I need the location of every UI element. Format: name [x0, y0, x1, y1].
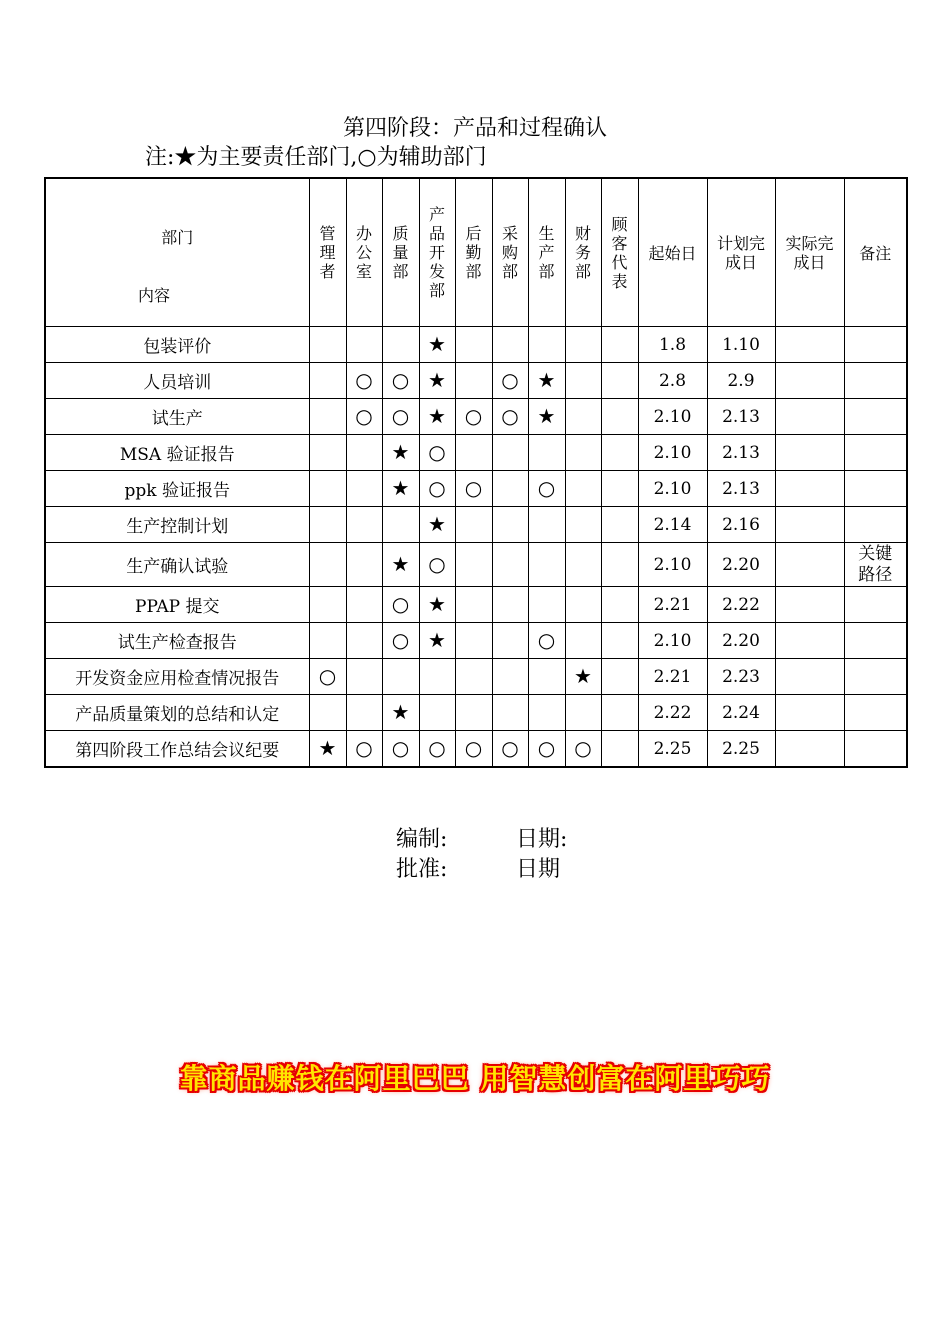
header-actual-end: 实际完成日: [775, 178, 844, 327]
header-dept-column: 顾客代表: [601, 178, 638, 327]
dept-mark-cell: [565, 363, 601, 399]
assist-circle-icon: ○: [355, 367, 373, 392]
dept-mark-cell: [601, 471, 638, 507]
dept-mark-cell: [601, 363, 638, 399]
primary-star-icon: ★: [318, 735, 337, 760]
dept-mark-cell: [309, 623, 346, 659]
dept-mark-cell: [419, 507, 455, 543]
signoff-line-1: [396, 826, 567, 854]
assist-circle-icon: ○: [428, 475, 446, 500]
row-remark: [844, 327, 907, 363]
dept-mark-cell: [528, 363, 565, 399]
dept-mark-cell: [565, 543, 601, 587]
dept-mark-cell: [309, 543, 346, 587]
dept-mark-cell: [601, 731, 638, 768]
dept-mark-cell: [309, 435, 346, 471]
header-start-date: 起始日: [638, 178, 707, 327]
dept-mark-cell: [565, 435, 601, 471]
dept-mark-cell: [455, 435, 492, 471]
header-dept-column: 产品开发部: [419, 178, 455, 327]
dept-mark-cell: [455, 659, 492, 695]
row-planned-end: 2.13: [707, 435, 775, 471]
dept-mark-cell: [601, 399, 638, 435]
table-row: [45, 363, 907, 399]
dept-mark-cell: [455, 731, 492, 768]
dept-mark-cell: [346, 543, 382, 587]
dept-mark-cell: [382, 399, 419, 435]
table-row: [45, 471, 907, 507]
signoff-line-2: [396, 856, 560, 884]
primary-star-icon: ★: [391, 551, 410, 576]
dept-mark-cell: [346, 731, 382, 768]
primary-star-icon: ★: [428, 331, 446, 356]
row-planned-end: 2.20: [707, 623, 775, 659]
dept-mark-cell: [382, 363, 419, 399]
row-start-date: 2.10: [638, 543, 707, 587]
dept-mark-cell: [565, 731, 601, 768]
row-remark: [844, 623, 907, 659]
assist-circle-icon: ○: [318, 663, 337, 688]
header-dept-column: 办公室: [346, 178, 382, 327]
primary-star-icon: ★: [574, 663, 592, 688]
dept-mark-cell: [565, 623, 601, 659]
row-start-date: 2.8: [638, 363, 707, 399]
row-start-date: 2.10: [638, 471, 707, 507]
dept-mark-cell: [455, 623, 492, 659]
table-row: [45, 543, 907, 587]
table-row: [45, 587, 907, 623]
header-dept-column: 采购部: [492, 178, 528, 327]
row-content: 开发资金应用检查情况报告: [45, 659, 309, 695]
dept-mark-cell: [528, 399, 565, 435]
row-remark: [844, 399, 907, 435]
assist-circle-icon: ○: [574, 735, 592, 760]
dept-mark-cell: [382, 507, 419, 543]
row-actual-end: [775, 327, 844, 363]
table-row: [45, 623, 907, 659]
dept-mark-cell: [492, 659, 528, 695]
row-content: 试生产: [45, 399, 309, 435]
dept-mark-cell: [309, 399, 346, 435]
table-row: [45, 695, 907, 731]
primary-star-icon: ★: [391, 475, 410, 500]
table-row: [45, 507, 907, 543]
dept-mark-cell: [528, 435, 565, 471]
row-planned-end: 1.10: [707, 327, 775, 363]
row-start-date: 2.10: [638, 435, 707, 471]
dept-mark-cell: [309, 695, 346, 731]
header-planned-end: 计划完成日: [707, 178, 775, 327]
assist-circle-icon: ○: [464, 403, 483, 428]
dept-mark-cell: [382, 659, 419, 695]
dept-mark-cell: [528, 471, 565, 507]
dept-mark-cell: [419, 327, 455, 363]
dept-mark-cell: [346, 659, 382, 695]
row-content: ppk 验证报告: [45, 471, 309, 507]
dept-mark-cell: [455, 399, 492, 435]
row-start-date: 2.21: [638, 659, 707, 695]
primary-star-icon: ★: [537, 367, 556, 392]
primary-star-icon: ★: [428, 591, 446, 616]
header-dept-column: 财务部: [565, 178, 601, 327]
assist-circle-icon: ○: [464, 475, 483, 500]
dept-mark-cell: [382, 587, 419, 623]
table-row: [45, 327, 907, 363]
dept-mark-cell: [565, 695, 601, 731]
row-actual-end: [775, 587, 844, 623]
dept-mark-cell: [346, 363, 382, 399]
row-actual-end: [775, 363, 844, 399]
row-actual-end: [775, 471, 844, 507]
dept-mark-cell: [455, 543, 492, 587]
assist-circle-icon: ○: [464, 735, 483, 760]
header-dept-column: 质量部: [382, 178, 419, 327]
row-remark: [844, 695, 907, 731]
table-row: [45, 659, 907, 695]
dept-mark-cell: [492, 363, 528, 399]
dept-mark-cell: [346, 471, 382, 507]
header-remarks: 备注: [844, 178, 907, 327]
row-remark: [844, 507, 907, 543]
header-dept-label: 部门: [161, 228, 194, 247]
row-start-date: 2.10: [638, 399, 707, 435]
assist-circle-icon: ○: [391, 591, 410, 616]
dept-mark-cell: [346, 695, 382, 731]
table-row: [45, 731, 907, 768]
table-header-row: [45, 178, 907, 327]
header-dept-column: 管理者: [309, 178, 346, 327]
dept-mark-cell: [346, 435, 382, 471]
dept-mark-cell: [565, 471, 601, 507]
dept-mark-cell: [309, 363, 346, 399]
primary-star-icon: ★: [537, 403, 556, 428]
legend-note: 注:★为主要责任部门,○为辅助部门: [145, 145, 487, 170]
table-row: [45, 435, 907, 471]
dept-mark-cell: [455, 507, 492, 543]
dept-mark-cell: [419, 623, 455, 659]
dept-mark-cell: [492, 695, 528, 731]
assist-circle-icon: ○: [537, 735, 556, 760]
row-content: MSA 验证报告: [45, 435, 309, 471]
row-planned-end: 2.13: [707, 471, 775, 507]
row-planned-end: 2.25: [707, 731, 775, 768]
dept-mark-cell: [309, 507, 346, 543]
dept-mark-cell: [492, 435, 528, 471]
dept-mark-cell: [601, 659, 638, 695]
dept-mark-cell: [455, 471, 492, 507]
row-planned-end: 2.16: [707, 507, 775, 543]
page-title: 第四阶段：产品和过程确认: [342, 116, 607, 141]
dept-mark-cell: [565, 587, 601, 623]
row-remark: [844, 659, 907, 695]
dept-mark-cell: [528, 659, 565, 695]
primary-star-icon: ★: [428, 403, 446, 428]
row-remark: [844, 435, 907, 471]
row-actual-end: [775, 695, 844, 731]
header-dept-column: 后勤部: [455, 178, 492, 327]
row-planned-end: 2.20: [707, 543, 775, 587]
row-actual-end: [775, 399, 844, 435]
date-label-1: 日期:: [516, 827, 568, 852]
row-content: 包装评价: [45, 327, 309, 363]
assist-circle-icon: ○: [355, 403, 373, 428]
row-actual-end: [775, 507, 844, 543]
dept-mark-cell: [382, 731, 419, 768]
row-content: 第四阶段工作总结会议纪要: [45, 731, 309, 768]
primary-star-icon: ★: [391, 699, 410, 724]
dept-mark-cell: [419, 731, 455, 768]
row-remark: [844, 587, 907, 623]
dept-mark-cell: [382, 471, 419, 507]
dept-mark-cell: [419, 399, 455, 435]
row-actual-end: [775, 623, 844, 659]
date-label-2: 日期: [516, 857, 561, 882]
dept-mark-cell: [492, 623, 528, 659]
dept-mark-cell: [346, 623, 382, 659]
row-actual-end: [775, 659, 844, 695]
dept-mark-cell: [492, 471, 528, 507]
dept-mark-cell: [419, 471, 455, 507]
row-content: 产品质量策划的总结和认定: [45, 695, 309, 731]
dept-mark-cell: [309, 327, 346, 363]
primary-star-icon: ★: [391, 439, 410, 464]
header-dept-column: 生产部: [528, 178, 565, 327]
dept-mark-cell: [309, 731, 346, 768]
header-dept-content-cell: [45, 178, 309, 327]
assist-circle-icon: ○: [537, 627, 556, 652]
dept-mark-cell: [309, 471, 346, 507]
dept-mark-cell: [455, 587, 492, 623]
row-start-date: 2.21: [638, 587, 707, 623]
row-remark: [844, 471, 907, 507]
row-planned-end: 2.9: [707, 363, 775, 399]
dept-mark-cell: [528, 623, 565, 659]
row-planned-end: 2.22: [707, 587, 775, 623]
dept-mark-cell: [382, 435, 419, 471]
dept-mark-cell: [346, 507, 382, 543]
assist-circle-icon: ○: [391, 367, 410, 392]
dept-mark-cell: [492, 507, 528, 543]
row-planned-end: 2.23: [707, 659, 775, 695]
header-content-label: 内容: [138, 286, 171, 305]
responsibility-table: [44, 177, 908, 768]
dept-mark-cell: [346, 587, 382, 623]
dept-mark-cell: [309, 659, 346, 695]
promo-banner: 靠商品赚钱在阿里巴巴 用智慧创富在阿里巧巧: [179, 1062, 771, 1095]
dept-mark-cell: [565, 507, 601, 543]
approved-by-label: 批准:: [396, 857, 448, 882]
dept-mark-cell: [601, 543, 638, 587]
row-actual-end: [775, 543, 844, 587]
prepared-by-label: 编制:: [396, 827, 448, 852]
dept-mark-cell: [382, 543, 419, 587]
assist-circle-icon: ○: [501, 735, 519, 760]
assist-circle-icon: ○: [537, 475, 556, 500]
dept-mark-cell: [419, 363, 455, 399]
dept-mark-cell: [528, 507, 565, 543]
assist-circle-icon: ○: [355, 735, 373, 760]
row-content: PPAP 提交: [45, 587, 309, 623]
dept-mark-cell: [528, 327, 565, 363]
row-remark: [844, 731, 907, 768]
row-start-date: 2.10: [638, 623, 707, 659]
dept-mark-cell: [419, 587, 455, 623]
assist-circle-icon: ○: [391, 627, 410, 652]
assist-circle-icon: ○: [501, 367, 519, 392]
dept-mark-cell: [528, 543, 565, 587]
dept-mark-cell: [601, 327, 638, 363]
row-start-date: 2.25: [638, 731, 707, 768]
assist-circle-icon: ○: [428, 439, 446, 464]
primary-star-icon: ★: [428, 627, 446, 652]
dept-mark-cell: [528, 587, 565, 623]
primary-star-icon: ★: [428, 511, 446, 536]
dept-mark-cell: [601, 695, 638, 731]
dept-mark-cell: [565, 327, 601, 363]
dept-mark-cell: [455, 695, 492, 731]
table-row: [45, 399, 907, 435]
assist-circle-icon: ○: [428, 551, 446, 576]
assist-circle-icon: ○: [391, 403, 410, 428]
dept-mark-cell: [565, 399, 601, 435]
dept-mark-cell: [382, 327, 419, 363]
dept-mark-cell: [601, 507, 638, 543]
row-content: 试生产检查报告: [45, 623, 309, 659]
dept-mark-cell: [492, 327, 528, 363]
row-actual-end: [775, 435, 844, 471]
row-planned-end: 2.24: [707, 695, 775, 731]
row-remark: [844, 363, 907, 399]
dept-mark-cell: [492, 587, 528, 623]
assist-circle-icon: ○: [428, 735, 446, 760]
row-start-date: 2.22: [638, 695, 707, 731]
row-planned-end: 2.13: [707, 399, 775, 435]
dept-mark-cell: [382, 695, 419, 731]
dept-mark-cell: [601, 623, 638, 659]
dept-mark-cell: [528, 731, 565, 768]
dept-mark-cell: [565, 659, 601, 695]
dept-mark-cell: [492, 399, 528, 435]
assist-circle-icon: ○: [501, 403, 519, 428]
dept-mark-cell: [492, 731, 528, 768]
dept-mark-cell: [601, 587, 638, 623]
dept-mark-cell: [419, 659, 455, 695]
row-remark: 关键路径: [844, 543, 907, 587]
dept-mark-cell: [419, 435, 455, 471]
dept-mark-cell: [455, 363, 492, 399]
assist-circle-icon: ○: [391, 735, 410, 760]
dept-mark-cell: [492, 543, 528, 587]
row-start-date: 2.14: [638, 507, 707, 543]
dept-mark-cell: [419, 695, 455, 731]
dept-mark-cell: [419, 543, 455, 587]
dept-mark-cell: [455, 327, 492, 363]
dept-mark-cell: [528, 695, 565, 731]
dept-mark-cell: [346, 399, 382, 435]
row-actual-end: [775, 731, 844, 768]
row-content: 生产控制计划: [45, 507, 309, 543]
dept-mark-cell: [346, 327, 382, 363]
dept-mark-cell: [309, 587, 346, 623]
row-start-date: 1.8: [638, 327, 707, 363]
row-content: 人员培训: [45, 363, 309, 399]
primary-star-icon: ★: [428, 367, 446, 392]
dept-mark-cell: [601, 435, 638, 471]
dept-mark-cell: [382, 623, 419, 659]
row-content: 生产确认试验: [45, 543, 309, 587]
